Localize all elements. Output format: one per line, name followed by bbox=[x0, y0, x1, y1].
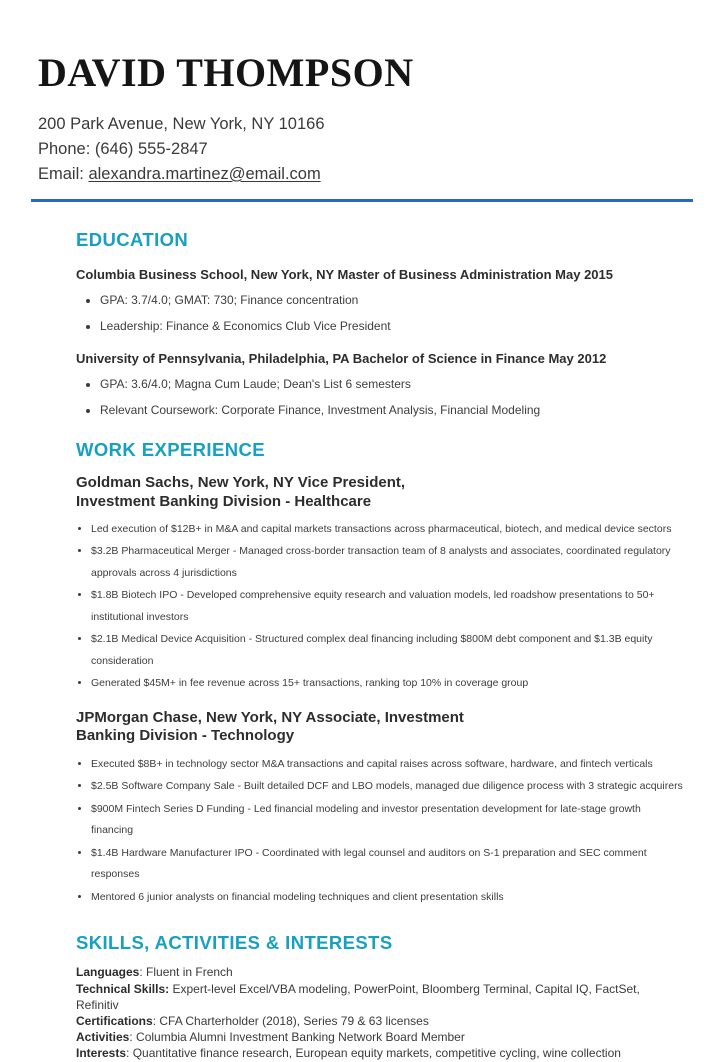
phone-label: Phone: bbox=[38, 139, 95, 158]
job-bullet: • $2.5B Software Company Sale - Built detailed DCF and LBO models, managed due diligence process with 3 strategic acquirers bbox=[91, 776, 684, 798]
education-bullet: • Relevant Coursework: Corporate Finance, Investment Analysis, Financial Modeling bbox=[100, 401, 684, 419]
job-bullet-list bbox=[76, 754, 684, 909]
job-bullet: • Executed $8B+ in technology sector M&A transactions and capital raises across software, hardware, and fintech verticals bbox=[91, 754, 684, 776]
work-experience-title: WORK EXPERIENCE bbox=[76, 439, 265, 461]
address-line: 200 Park Avenue, New York, NY 10166 bbox=[38, 115, 325, 133]
skills-item-technical: Technical Skills: Expert-level Excel/VBA modeling, PowerPoint, Bloomberg Terminal, Capital IQ, FactSet, Refinitiv bbox=[76, 981, 640, 1012]
job-bullet: • Mentored 6 junior analysts on financial modeling techniques and client presentation skills bbox=[91, 887, 684, 909]
phone-line bbox=[38, 140, 208, 158]
education-section bbox=[0, 229, 724, 419]
education-entry-heading: Columbia Business School, New York, NY Master of Business Administration May 2015 bbox=[76, 266, 613, 282]
email-label: Email: bbox=[38, 164, 89, 183]
work-experience-section bbox=[0, 439, 724, 908]
job-heading-line1: JPMorgan Chase, New York, NY Associate, Investment bbox=[76, 709, 464, 726]
job-bullet: • Generated $45M+ in fee revenue across 15+ transactions, ranking top 10% in coverage group bbox=[91, 673, 684, 695]
header-divider bbox=[31, 199, 693, 202]
job-heading bbox=[76, 474, 516, 511]
job-bullet: • Led execution of $12B+ in M&A and capital markets transactions across pharmaceutical, biotech, and medical device sectors bbox=[91, 519, 684, 541]
skills-section bbox=[0, 932, 724, 1061]
education-bullet: • GPA: 3.6/4.0; Magna Cum Laude; Dean's List 6 semesters bbox=[100, 375, 684, 393]
candidate-name: DAVID THOMPSON bbox=[38, 50, 414, 95]
education-bullet-list bbox=[76, 375, 684, 419]
job-bullet-list bbox=[76, 519, 684, 695]
email-line bbox=[38, 165, 321, 183]
job-bullet: • $2.1B Medical Device Acquisition - Structured complex deal financing including $800M debt component and $1.3B equity consideration bbox=[91, 629, 684, 672]
education-bullet: • GPA: 3.7/4.0; GMAT: 730; Finance concentration bbox=[100, 291, 684, 309]
skills-block bbox=[76, 964, 656, 1061]
job-heading bbox=[76, 709, 516, 746]
skills-item-languages: Languages: Fluent in French bbox=[76, 965, 233, 980]
phone-number: (646) 555-2847 bbox=[94, 139, 208, 158]
job-bullet: • $1.4B Hardware Manufacturer IPO - Coordinated with legal counsel and auditors on S-1 preparation and SEC comment responses bbox=[91, 843, 684, 886]
job-heading-line2: Banking Division - Technology bbox=[76, 727, 295, 745]
education-bullet: • Leadership: Finance & Economics Club Vice President bbox=[100, 317, 684, 335]
skills-title: SKILLS, ACTIVITIES & INTERESTS bbox=[76, 932, 393, 954]
job-heading-line1: Goldman Sachs, New York, NY Vice President, bbox=[76, 474, 406, 492]
job-bullet: • $1.8B Biotech IPO - Developed comprehensive equity research and valuation models, led roadshow presentations to 50+ institutional investors bbox=[91, 585, 684, 628]
job-heading-line2: Investment Banking Division - Healthcare bbox=[76, 492, 372, 510]
job-bullet: • $900M Fintech Series D Funding - Led financial modeling and investor presentation development for late-stage growth financing bbox=[91, 799, 684, 842]
job-bullet: • $3.2B Pharmaceutical Merger - Managed cross-border transaction team of 8 analysts and associates, coordinated regulatory approvals across 4 jurisdictions bbox=[91, 541, 684, 584]
skills-item-certifications: Certifications: CFA Charterholder (2018), Series 79 & 63 licenses bbox=[76, 1014, 429, 1029]
email-link[interactable]: alexandra.martinez@email.com bbox=[88, 164, 321, 183]
contact-info bbox=[38, 112, 724, 186]
skills-item-activities: Activities: Columbia Alumni Investment Banking Network Board Member bbox=[76, 1030, 465, 1045]
resume-header bbox=[0, 50, 724, 186]
skills-item-interests: Interests: Quantitative finance research, European equity markets, competitive cycling, wine collection bbox=[76, 1046, 621, 1061]
education-title: EDUCATION bbox=[76, 229, 189, 251]
education-entry-heading: University of Pennsylvania, Philadelphia, PA Bachelor of Science in Finance May 2012 bbox=[76, 350, 607, 366]
education-bullet-list bbox=[76, 291, 684, 335]
